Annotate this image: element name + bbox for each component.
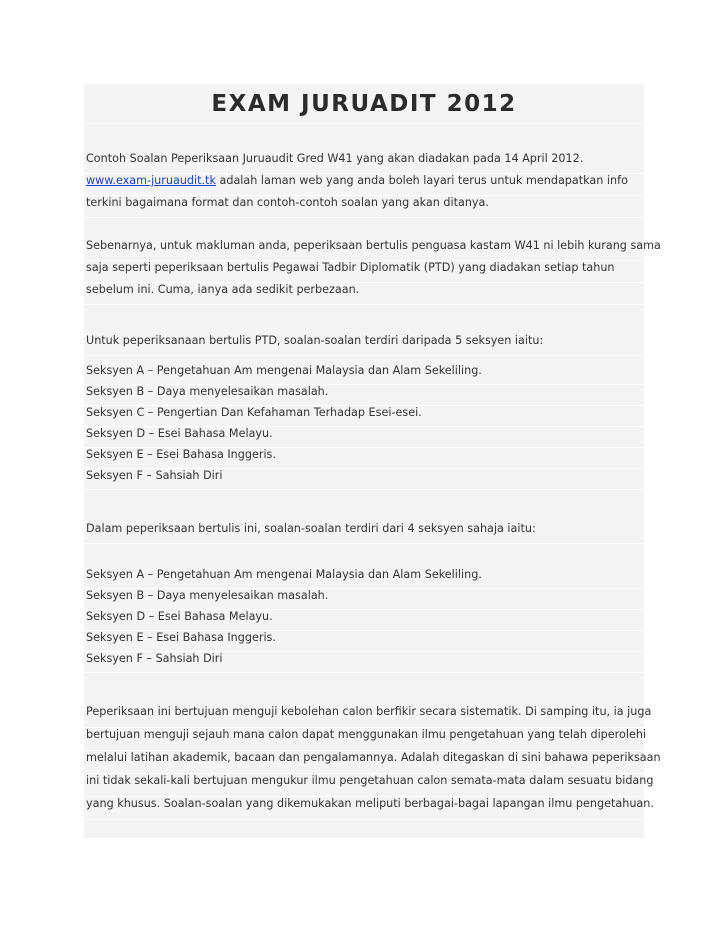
closing-line: Peperiksaan ini bertujuan menguji kebolehan calon berfikir secara sistematik. Di samping itu, ia juga (84, 705, 644, 728)
intro-line-2-text: adalah laman web yang anda boleh layari terus untuk mendapatkan info (215, 174, 628, 187)
ptd-section-item: Seksyen C – Pengertian Dan Kefahaman Terhadap Esei-esei. (84, 406, 644, 427)
closing-line: melalui latihan akademik, bacaan dan pengalamannya. Adalah ditegaskan di sini bahawa peperiksaan (84, 751, 644, 774)
w41-section-item: Seksyen F – Sahsiah Diri (84, 652, 644, 673)
para2-line: sebelum ini. Cuma, ianya ada sedikit perbezaan. (84, 283, 644, 305)
closing-line: ini tidak sekali-kali bertujuan mengukur ilmu pengetahuan calon semata-mata dalam sesuatu bidang (84, 774, 644, 797)
para2-line: saja seperti peperiksaan bertulis Pegawai Tadbir Diplomatik (PTD) yang diadakan setiap tahun (84, 261, 644, 283)
para2-line: Sebenarnya, untuk makluman anda, peperiksaan bertulis penguasa kastam W41 ni lebih kurang sama (84, 239, 644, 261)
intro-line-2 (84, 174, 644, 196)
website-link[interactable]: www.exam-juruaudit.tk (86, 174, 216, 187)
w41-section-item: Seksyen B – Daya menyelesaikan masalah. (84, 589, 644, 610)
ptd-intro: Untuk peperiksanaan bertulis PTD, soalan-soalan terdiri daripada 5 seksyen iaitu: (84, 334, 644, 356)
closing-line: yang khusus. Soalan-soalan yang dikemukakan meliputi berbagai-bagai lapangan ilmu pengetahuan. (84, 797, 644, 820)
w41-section-item: Seksyen A – Pengetahuan Am mengenai Malaysia dan Alam Sekeliling. (84, 568, 644, 589)
w41-section-item: Seksyen D – Esei Bahasa Melayu. (84, 610, 644, 631)
closing-line: bertujuan menguji sejauh mana calon dapat menggunakan ilmu pengetahuan yang telah diperolehi (84, 728, 644, 751)
ptd-section-item: Seksyen E – Esei Bahasa Inggeris. (84, 448, 644, 469)
intro-line-3: terkini bagaimana format dan contoh-contoh soalan yang akan ditanya. (84, 196, 644, 218)
w41-intro: Dalam peperiksaan bertulis ini, soalan-soalan terdiri dari 4 seksyen sahaja iaitu: (84, 522, 644, 544)
document-body (84, 84, 661, 838)
ptd-section-item: Seksyen D – Esei Bahasa Melayu. (84, 427, 644, 448)
ptd-section-item: Seksyen A – Pengetahuan Am mengenai Malaysia dan Alam Sekeliling. (84, 364, 644, 385)
w41-section-item: Seksyen E – Esei Bahasa Inggeris. (84, 631, 644, 652)
intro-line-1: Contoh Soalan Peperiksaan Juruaudit Gred W41 yang akan diadakan pada 14 April 2012. (84, 152, 644, 174)
ptd-section-item: Seksyen F – Sahsiah Diri (84, 469, 644, 490)
page-title: EXAM JURUADIT 2012 (84, 84, 644, 124)
ptd-section-item: Seksyen B – Daya menyelesaikan masalah. (84, 385, 644, 406)
